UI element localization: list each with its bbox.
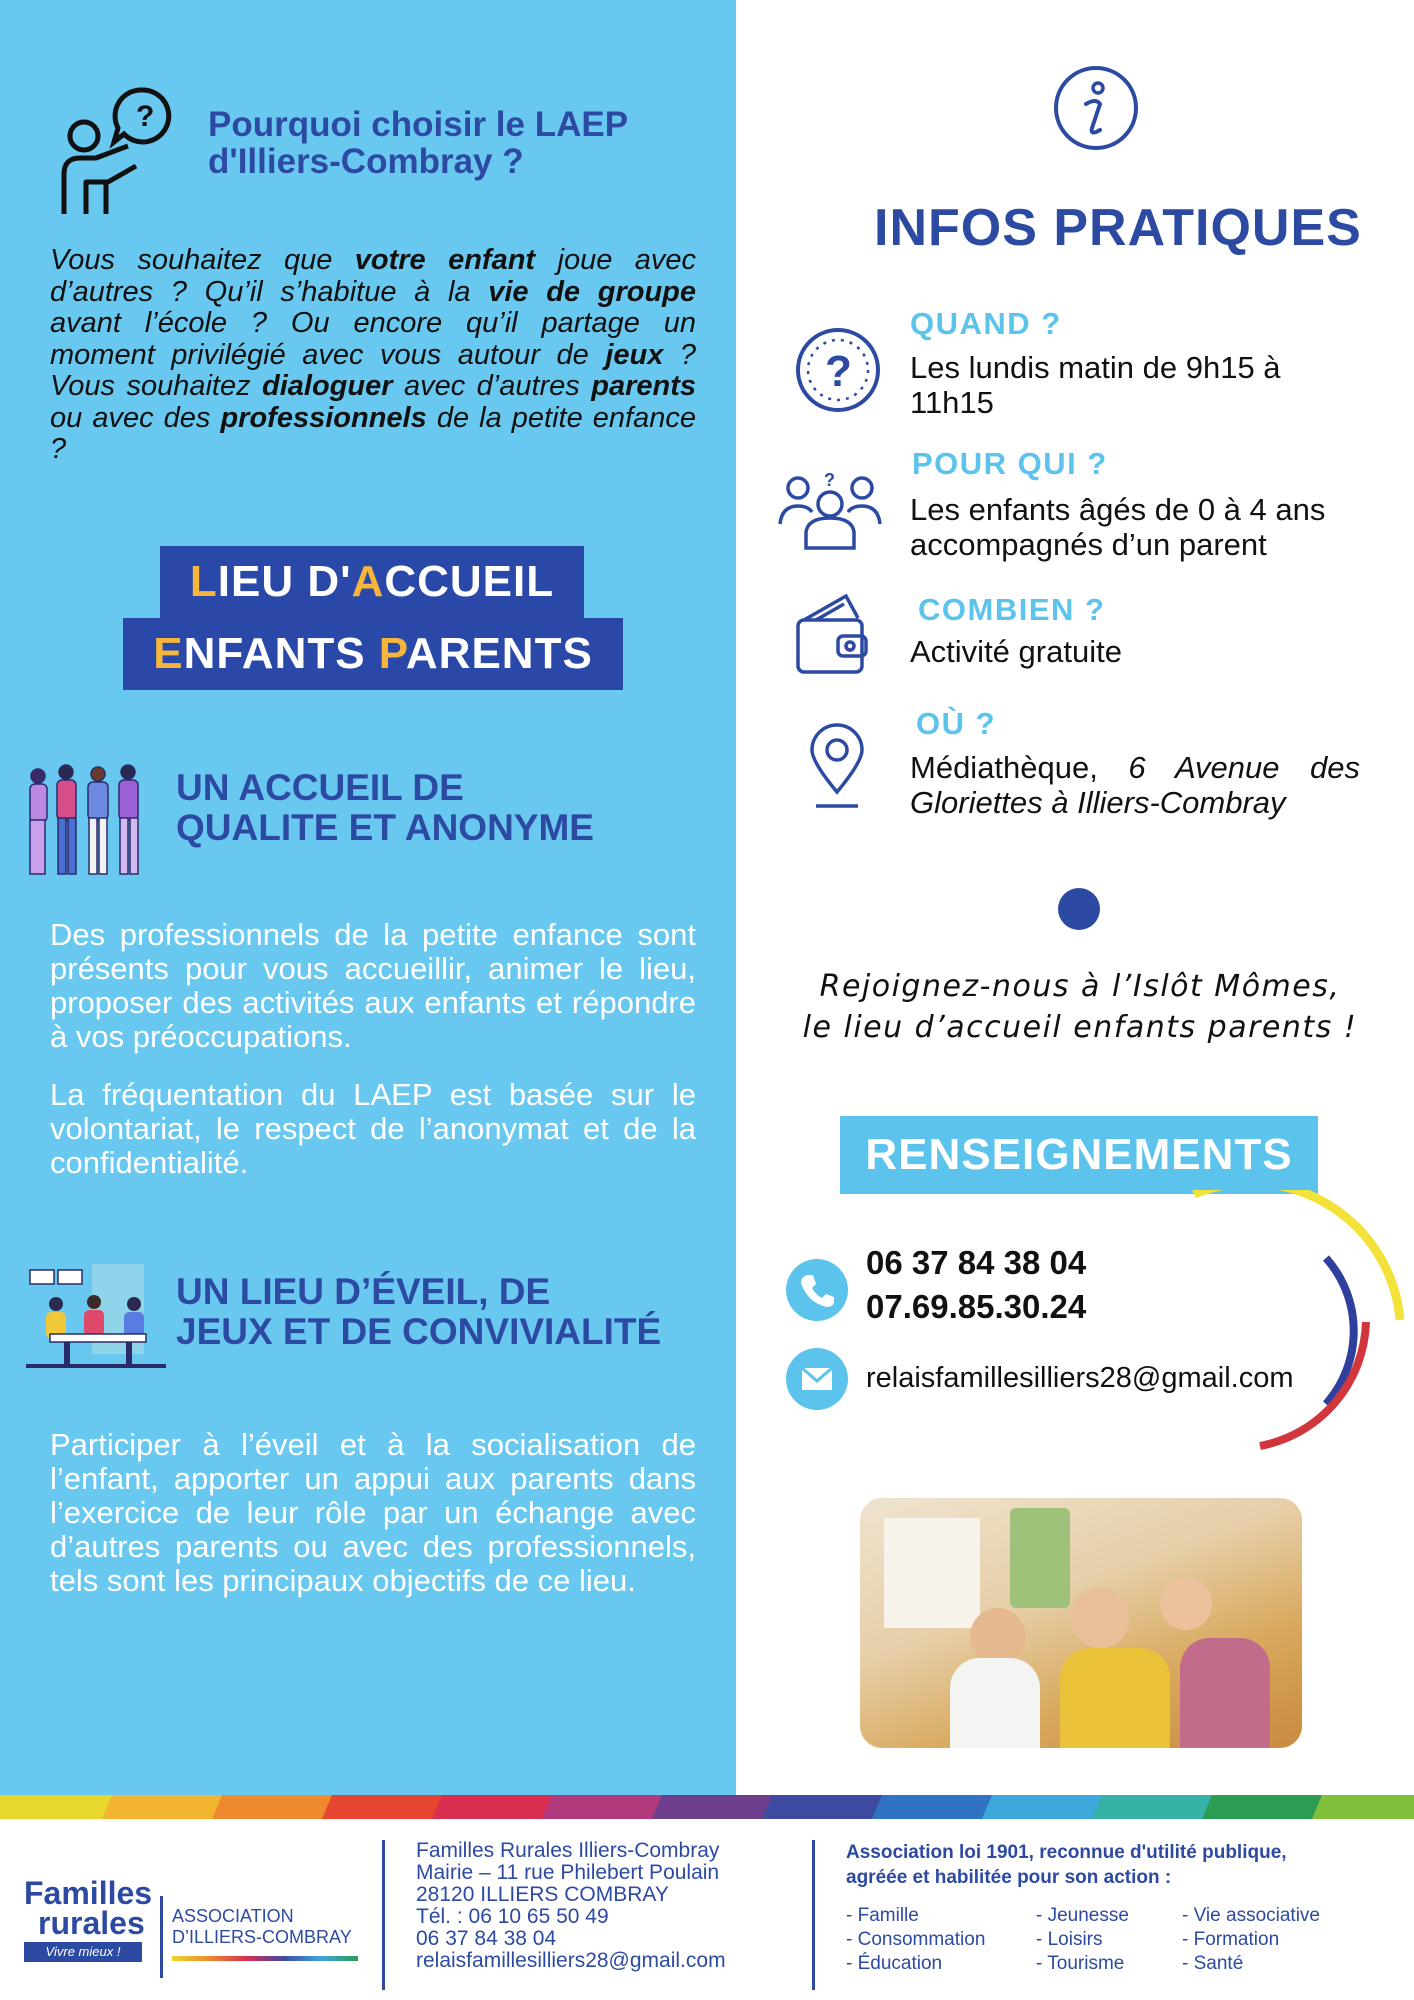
accueil-title [176, 768, 594, 848]
svg-text:?: ? [824, 470, 835, 490]
phone-icon[interactable] [786, 1259, 848, 1321]
logo-word-1: Familles [24, 1875, 153, 1911]
svg-text:?: ? [136, 100, 155, 133]
rainbow-stripe [0, 1795, 1414, 1819]
why-title [208, 106, 628, 180]
combien-label: COMBIEN ? [918, 592, 1106, 627]
photo-adult-face [1070, 1588, 1130, 1648]
eveil-title-line1: UN LIEU D’ÉVEIL, DE [176, 1271, 551, 1312]
why-paragraph: Vous souhaitez que votre enfant joue avec d’autres ? Qu’il s’habitue à la vie de groupe avant l’école ? Ou encore qu’il partage un moment privilégié avec vous autour de jeux ? Vous souhaitez dialoguer avec d’autres parents ou avec des professionnels de la petite enfance ? [50, 244, 697, 465]
group-question-icon [778, 470, 882, 550]
slogan [770, 966, 1390, 1048]
eveil-title [176, 1272, 661, 1352]
meeting-illustration [26, 1264, 166, 1372]
why-title-line2: d'Illiers-Combray ? [208, 142, 524, 181]
wallet-icon [794, 590, 870, 678]
footer-address: Familles Rurales Illiers-Combray Mairie – 11 rue Philebert Poulain 28120 ILLIERS COMBRAY Tél. : 06 10 65 50 49 06 37 84 38 04 relaisfamillesilliers28@gmail.com [416, 1839, 726, 1972]
association-name: ASSOCIATION D’ILLIERS-COMBRAY [172, 1906, 358, 1961]
footer-divider-2 [382, 1840, 385, 1990]
footer-actions-col3: - Vie associative - Formation - Santé [1182, 1905, 1320, 1974]
familles-rurales-logo [24, 1875, 154, 1962]
family-photo [860, 1498, 1302, 1748]
banner-line1: LIEU D'ACCUEIL [160, 546, 584, 618]
logo-tagline: Vivre mieux ! [24, 1942, 142, 1962]
eveil-title-line2: JEUX ET DE CONVIVIALITÉ [176, 1311, 662, 1352]
phone-number-1[interactable]: 06 37 84 38 04 [866, 1244, 1087, 1281]
footer-divider-1 [160, 1896, 163, 1978]
ou-text: Médiathèque, 6 Avenue des Gloriettes à Illiers-Combray [910, 750, 1360, 820]
photo-child-face [970, 1608, 1026, 1664]
slogan-line1: Rejoignez-nous à l’Islôt Mômes, [819, 969, 1341, 1004]
mail-icon[interactable] [786, 1348, 848, 1410]
accueil-title-line1: UN ACCUEIL DE [176, 767, 464, 808]
photo-pink-shirt [1180, 1638, 1270, 1748]
infos-title: INFOS PRATIQUES [874, 199, 1362, 257]
footer-actions-col1: - Famille - Consommation - Éducation [846, 1905, 986, 1974]
decorative-arcs [1190, 1190, 1410, 1450]
decorative-dot [1058, 888, 1100, 930]
combien-text: Activité gratuite [910, 634, 1122, 669]
banner-line2: ENFANTS PARENTS [123, 618, 623, 690]
logo-word-2: rurales [38, 1905, 145, 1941]
photo-girl-face [1160, 1578, 1212, 1630]
photo-plant [1010, 1508, 1070, 1608]
ou-label: OÙ ? [916, 706, 997, 741]
accueil-title-line2: QUALITE ET ANONYME [176, 807, 594, 848]
accueil-paragraph-1: Des professionnels de la petite enfance sont présents pour vous accueillir, animer le lieu, proposer des activités aux enfants et répondre à vos préoccupations. [50, 917, 696, 1054]
quand-label: QUAND ? [910, 306, 1062, 341]
phone-number-2[interactable]: 07.69.85.30.24 [866, 1288, 1087, 1325]
footer-actions-col2: - Jeunesse - Loisirs - Tourisme [1036, 1905, 1129, 1974]
info-icon [1052, 64, 1140, 152]
pourqui-text: Les enfants âgés de 0 à 4 ans accompagnés d’un parent [910, 492, 1326, 562]
person-question-icon [56, 86, 176, 216]
slogan-line2: le lieu d’accueil enfants parents ! [802, 1010, 1358, 1045]
email-address[interactable]: relaisfamillesilliers28@gmail.com [866, 1362, 1294, 1394]
svg-text:?: ? [825, 347, 852, 396]
eveil-paragraph: Participer à l’éveil et à la socialisation de l’enfant, apporter un appui aux parents dans l’exercice de leur rôle par un échange avec d’autres parents ou avec des professionnels, tels sont les principaux objectifs de ce lieu. [50, 1427, 696, 1598]
pourqui-label: POUR QUI ? [912, 446, 1108, 481]
clock-question-icon [794, 326, 882, 414]
quand-text: Les lundis matin de 9h15 à 11h15 [910, 350, 1281, 420]
photo-white-shirt [950, 1658, 1040, 1748]
why-title-line1: Pourquoi choisir le LAEP [208, 105, 629, 144]
footer-loi: Association loi 1901, reconnue d'utilité publique, agréée et habilitée pour son action : [846, 1842, 1287, 1888]
accueil-paragraph-2: La fréquentation du LAEP est basée sur le volontariat, le respect de l’anonymat et de la confidentialité. [50, 1077, 696, 1180]
association-rainbow-bar [172, 1956, 358, 1961]
photo-window [884, 1518, 980, 1628]
location-pin-icon [806, 722, 868, 812]
photo-yellow-shirt [1060, 1648, 1170, 1748]
people-group-illustration [24, 760, 160, 878]
footer-divider-3 [812, 1840, 815, 1990]
renseignements-badge: RENSEIGNEMENTS [840, 1116, 1318, 1194]
